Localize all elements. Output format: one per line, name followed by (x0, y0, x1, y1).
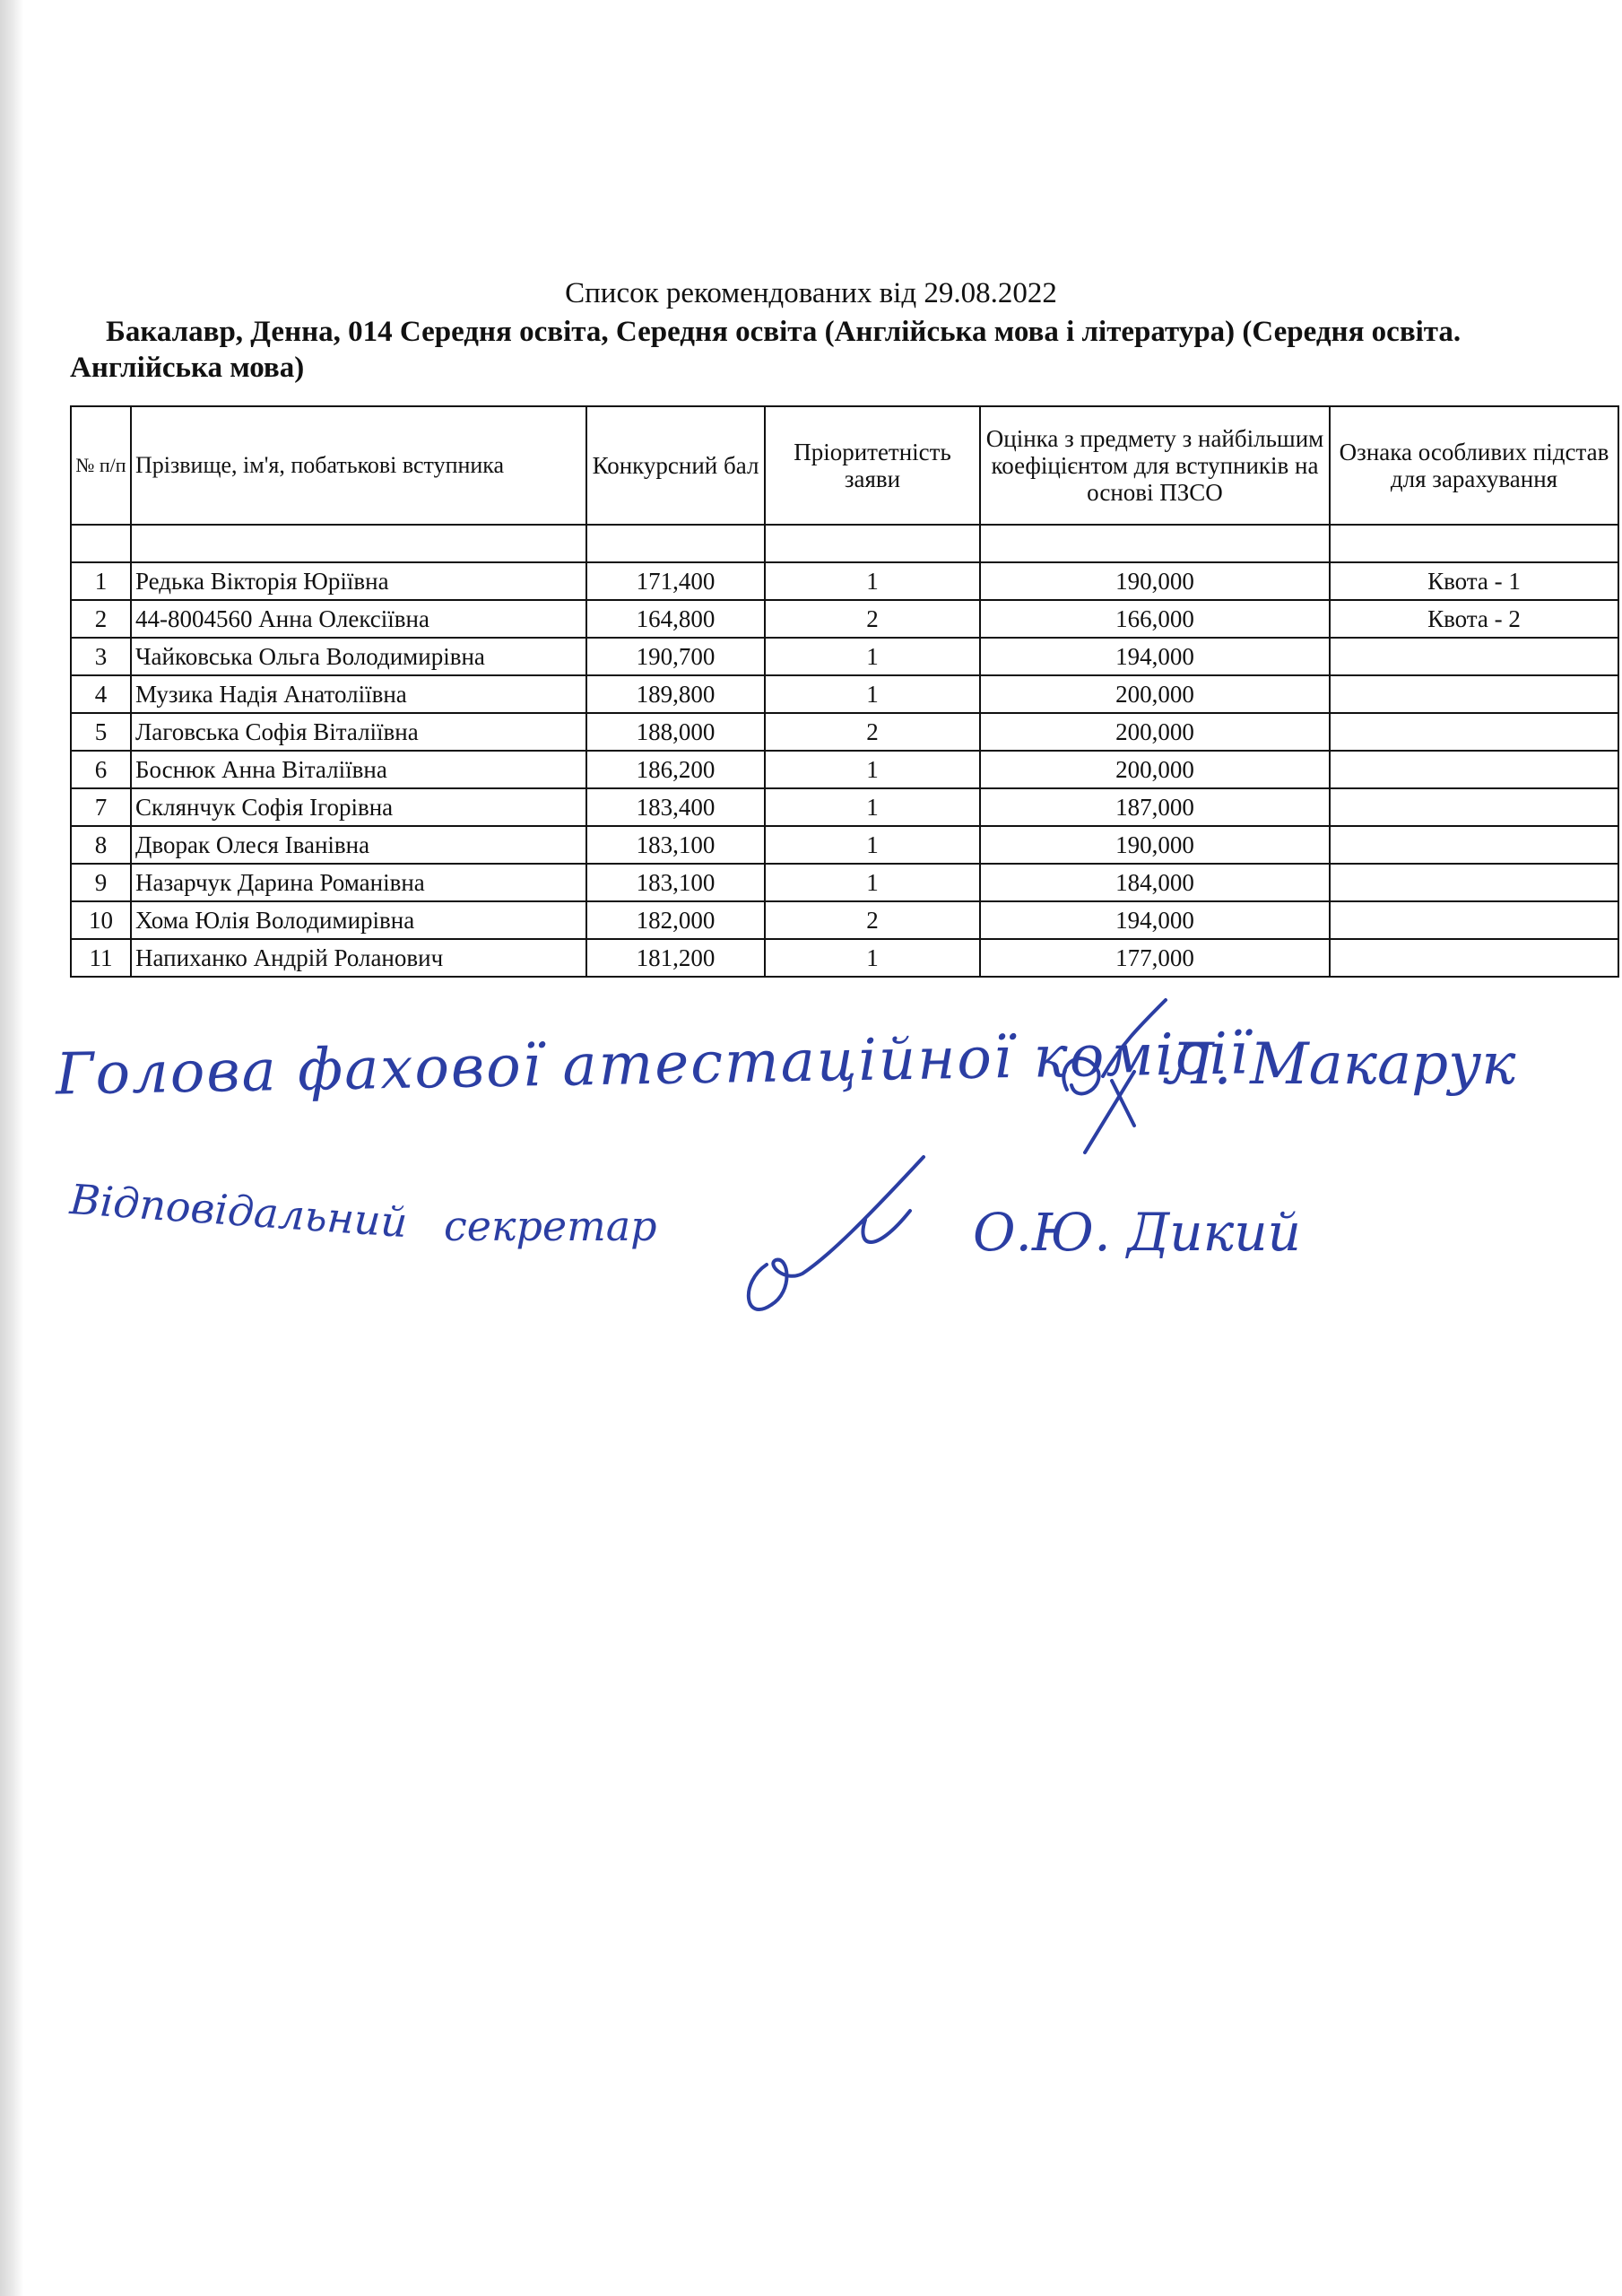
cell-num: 11 (71, 939, 131, 977)
table-row (71, 864, 1618, 901)
cell-num: 9 (71, 864, 131, 901)
table-body (71, 562, 1618, 977)
header-num: № п/п (71, 406, 131, 525)
cell-num: 2 (71, 600, 131, 638)
table-row (71, 939, 1618, 977)
cell-num: 5 (71, 713, 131, 751)
cell-score: 190,700 (586, 638, 765, 675)
table-row (71, 600, 1618, 638)
cell-special-basis (1330, 901, 1618, 939)
cell-num: 1 (71, 562, 131, 600)
cell-special-basis: Квота - 2 (1330, 600, 1618, 638)
cell-priority: 2 (765, 713, 980, 751)
table-row (71, 826, 1618, 864)
cell-name: Боснюк Анна Віталіївна (131, 751, 586, 788)
cell-priority: 2 (765, 600, 980, 638)
chair-name-handwritten: Л. Макарук (1166, 1031, 1516, 1098)
cell-subject-grade: 194,000 (980, 638, 1330, 675)
table-row (71, 713, 1618, 751)
table-row (71, 675, 1618, 713)
cell-special-basis (1330, 713, 1618, 751)
cell-subject-grade: 194,000 (980, 901, 1330, 939)
cell-name: Хома Юлія Володимирівна (131, 901, 586, 939)
cell-subject-grade: 187,000 (980, 788, 1330, 826)
cell-special-basis (1330, 638, 1618, 675)
cell-name: 44-8004560 Анна Олексіївна (131, 600, 586, 638)
cell-priority: 1 (765, 751, 980, 788)
table-row (71, 788, 1618, 826)
cell-score: 189,800 (586, 675, 765, 713)
cell-subject-grade: 200,000 (980, 713, 1330, 751)
cell-special-basis (1330, 788, 1618, 826)
cell-score: 183,100 (586, 864, 765, 901)
recommended-list-table (70, 405, 1619, 978)
cell-score: 188,000 (586, 713, 765, 751)
cell-subject-grade: 177,000 (980, 939, 1330, 977)
cell-special-basis (1330, 675, 1618, 713)
cell-priority: 2 (765, 901, 980, 939)
cell-subject-grade: 200,000 (980, 675, 1330, 713)
cell-subject-grade: 166,000 (980, 600, 1330, 638)
cell-name: Музика Надія Анатоліївна (131, 675, 586, 713)
header-priority: Пріоритетність заяви (765, 406, 980, 525)
table-row (71, 638, 1618, 675)
cell-num: 8 (71, 826, 131, 864)
cell-special-basis (1330, 751, 1618, 788)
cell-priority: 1 (765, 675, 980, 713)
cell-name: Склянчук Софія Ігорівна (131, 788, 586, 826)
cell-num: 4 (71, 675, 131, 713)
secretary-signature (731, 1148, 964, 1327)
cell-name: Чайковська Ольга Володимирівна (131, 638, 586, 675)
header-special-basis: Ознака особливих підстав для зарахування (1330, 406, 1618, 525)
cell-score: 181,200 (586, 939, 765, 977)
cell-name: Напиханко Андрій Роланович (131, 939, 586, 977)
cell-priority: 1 (765, 826, 980, 864)
cell-name: Редька Вікторія Юріївна (131, 562, 586, 600)
table-header-row (71, 406, 1618, 525)
cell-special-basis (1330, 864, 1618, 901)
header-name: Прізвище, ім'я, побатькові вступника (131, 406, 586, 525)
cell-subject-grade: 184,000 (980, 864, 1330, 901)
cell-name: Назарчук Дарина Романівна (131, 864, 586, 901)
cell-subject-grade: 190,000 (980, 562, 1330, 600)
cell-num: 3 (71, 638, 131, 675)
cell-score: 182,000 (586, 901, 765, 939)
cell-special-basis (1330, 826, 1618, 864)
header-separator (71, 525, 1618, 562)
cell-subject-grade: 200,000 (980, 751, 1330, 788)
cell-score: 183,100 (586, 826, 765, 864)
cell-priority: 1 (765, 562, 980, 600)
secretary-title-handwritten: Відповідальний (68, 1175, 410, 1248)
cell-score: 183,400 (586, 788, 765, 826)
table-row (71, 901, 1618, 939)
secretary-word-handwritten: секретар (444, 1202, 657, 1250)
scan-edge (0, 0, 23, 2296)
cell-priority: 1 (765, 864, 980, 901)
cell-special-basis: Квота - 1 (1330, 562, 1618, 600)
table-row (71, 751, 1618, 788)
cell-score: 186,200 (586, 751, 765, 788)
cell-num: 6 (71, 751, 131, 788)
chair-title-handwritten: Голова фахової атестаційної комісії (55, 1021, 1251, 1109)
cell-score: 171,400 (586, 562, 765, 600)
document-title: Список рекомендованих від 29.08.2022 (565, 277, 1057, 309)
secretary-name-handwritten: О.Ю. Дикий (973, 1202, 1301, 1263)
cell-priority: 1 (765, 638, 980, 675)
header-subject-grade: Оцінка з предмету з найбільшим коефіцієнтом для вступників на основі ПЗСО (980, 406, 1330, 525)
cell-name: Лаговська Софія Віталіївна (131, 713, 586, 751)
cell-priority: 1 (765, 939, 980, 977)
cell-priority: 1 (765, 788, 980, 826)
cell-special-basis (1330, 939, 1618, 977)
table-row (71, 562, 1618, 600)
header-score: Конкурсний бал (586, 406, 765, 525)
cell-subject-grade: 190,000 (980, 826, 1330, 864)
cell-num: 10 (71, 901, 131, 939)
cell-score: 164,800 (586, 600, 765, 638)
cell-num: 7 (71, 788, 131, 826)
cell-name: Дворак Олеся Іванівна (131, 826, 586, 864)
document-subtitle: Бакалавр, Денна, 014 Середня освіта, Середня освіта (Англійська мова і література) (Середня освіта. Англійська мова) (70, 316, 1462, 384)
